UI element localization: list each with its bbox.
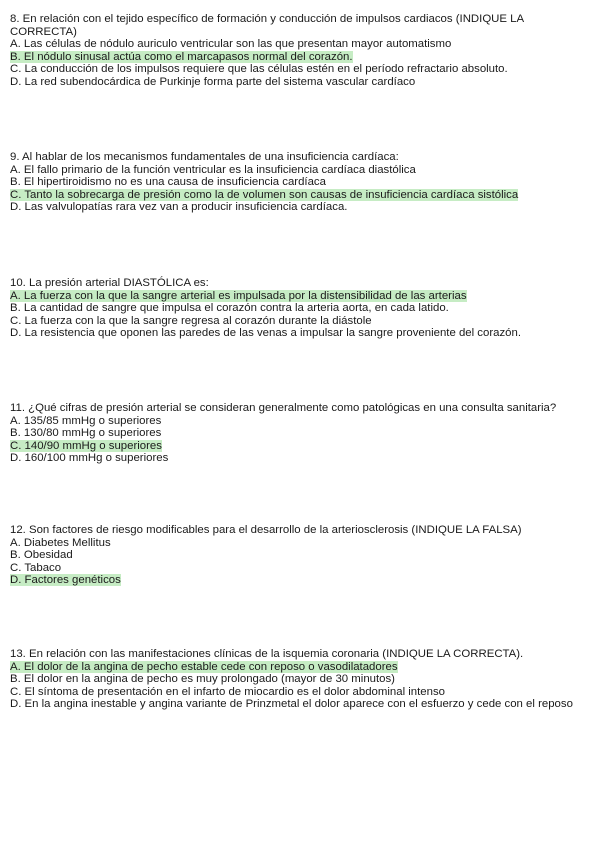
correct-highlight: B. El nódulo sinusal actúa como el marcapasos normal del corazón. [10,50,353,63]
option-a: A. Diabetes Mellitus [10,536,111,549]
option-b [10,51,588,64]
question-11 [10,402,588,465]
question-10 [10,277,588,340]
option-d: D. Las valvulopatías rara vez van a producir insuficiencia cardíaca. [10,201,348,214]
option-a [10,290,588,303]
option-d: D. 160/100 mmHg o superiores [10,452,169,465]
correct-highlight: D. Factores genéticos [10,574,121,587]
option-c [10,189,588,202]
question-stem: 8. En relación con el tejido específico de formación y conducción de impulsos cardiacos (INDIQUE LA CORRECTA) [10,13,524,38]
question-stem: 10. La presión arterial DIASTÓLICA es: [10,277,209,289]
option-c: C. El síntoma de presentación en el infarto de miocardio es el dolor abdominal intenso [10,685,445,698]
correct-highlight: A. La fuerza con la que la sangre arterial es impulsada por la distensibilidad de las arterias [10,289,467,302]
question-stem: 13. En relación con las manifestaciones clínicas de la isquemia coronaria (INDIQUE LA CORRECTA). [10,648,524,660]
option-c: C. La fuerza con la que la sangre regresa al corazón durante la diástole [10,314,372,327]
question-stem: 12. Son factores de riesgo modificables para el desarrollo de la arteriosclerosis (INDIQUE LA FALSA) [10,524,522,536]
option-d: D. En la angina inestable y angina variante de Prinzmetal el dolor aparece con el esfuerzo y cede con el reposo [10,698,573,711]
correct-highlight: A. El dolor de la angina de pecho estable cede con reposo o vasodilatadores [10,660,398,673]
option-d: D. La resistencia que oponen las paredes de las venas a impulsar la sangre proveniente del corazón. [10,327,521,340]
option-b: B. La cantidad de sangre que impulsa el corazón contra la arteria aorta, en cada latido. [10,302,449,315]
option-a: A. El fallo primario de la función ventricular es la insuficiencia cardíaca diastólica [10,163,416,176]
correct-highlight: C. 140/90 mmHg o superiores [10,439,162,452]
option-b: B. Obesidad [10,549,73,562]
option-a: A. Las células de nódulo auriculo ventricular son las que presentan mayor automatismo [10,38,452,51]
option-d: D. La red subendocárdica de Purkinje forma parte del sistema vascular cardíaco [10,75,416,88]
option-b: B. 130/80 mmHg o superiores [10,427,162,440]
option-a [10,661,588,674]
question-stem: 9. Al hablar de los mecanismos fundamentales de una insuficiencia cardíaca: [10,151,399,163]
option-b: B. El hipertiroidismo no es una causa de insuficiencia cardíaca [10,176,326,189]
option-a: A. 135/85 mmHg o superiores [10,414,162,427]
question-8 [10,13,588,89]
option-c: C. La conducción de los impulsos requiere que las células estén en el período refractario absoluto. [10,63,508,76]
correct-highlight: C. Tanto la sobrecarga de presión como la de volumen son causas de insuficiencia cardíaca sistólica [10,188,519,201]
option-c: C. Tabaco [10,561,62,574]
question-13 [10,648,588,711]
question-9 [10,151,588,214]
option-d [10,574,588,587]
option-b: B. El dolor en la angina de pecho es muy prolongado (mayor de 30 minutos) [10,673,395,686]
option-c [10,440,588,453]
question-stem: 11. ¿Qué cifras de presión arterial se consideran generalmente como patológicas en una consulta sanitaria? [10,402,557,414]
question-12 [10,524,588,587]
